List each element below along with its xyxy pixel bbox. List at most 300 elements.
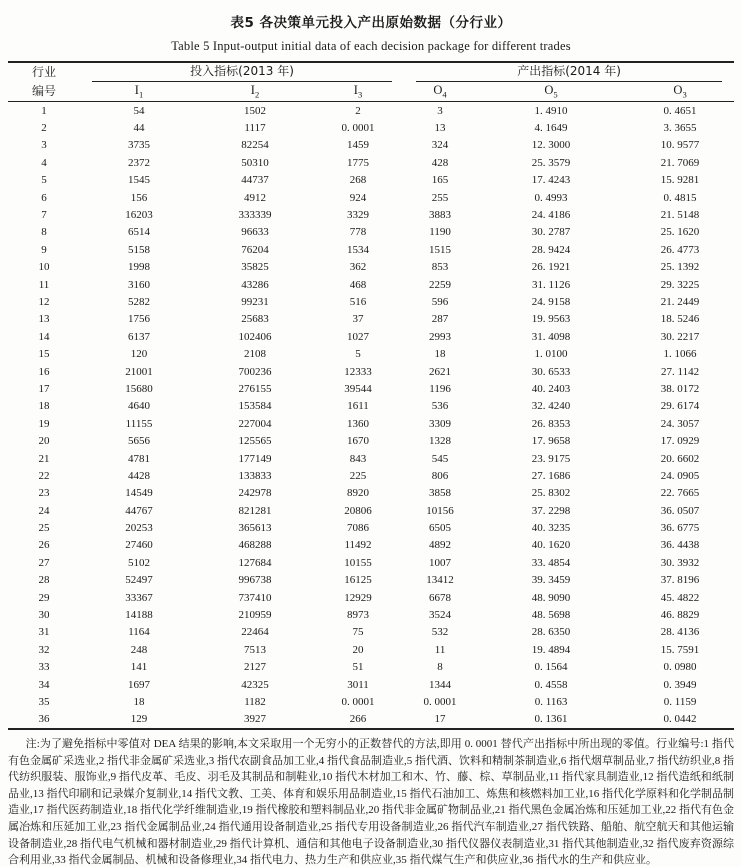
table-cell: 8973 — [347, 609, 370, 622]
table-cell: 25. 3579 — [531, 156, 571, 169]
table-cell: 0. 1361 — [534, 713, 568, 726]
table-cell: 1344 — [429, 678, 452, 691]
table-subheader-row — [8, 82, 734, 102]
table-cell: 1 — [8, 102, 80, 120]
table-cell: 36. 0507 — [660, 504, 700, 517]
column-header-o4-sub: 4 — [442, 89, 447, 100]
table-row — [8, 102, 734, 120]
table-cell: 37. 2298 — [531, 504, 571, 517]
table-cell: 36. 6775 — [660, 522, 700, 535]
table-cell: 333339 — [238, 209, 272, 222]
table-cell: 12. 3000 — [531, 139, 571, 152]
table-row — [8, 537, 734, 554]
table-cell: 0. 0442 — [663, 713, 697, 726]
table-cell: 3927 — [244, 713, 266, 726]
table-cell: 6505 — [429, 522, 452, 535]
table-row — [8, 345, 734, 362]
table-cell: 28. 6350 — [531, 626, 571, 639]
column-header-i1 — [80, 82, 198, 102]
table-cell: 0. 0001 — [341, 122, 375, 135]
table-cell: 26. 1921 — [531, 261, 571, 274]
table-cell: 3 — [41, 139, 47, 152]
table-row — [8, 259, 734, 276]
table-cell: 21001 — [125, 365, 153, 378]
table-header — [8, 62, 734, 102]
table-cell: 48. 9090 — [531, 591, 571, 604]
table-row — [8, 189, 734, 206]
table-cell: 28 — [38, 574, 50, 587]
column-header-i2-base: I — [250, 83, 255, 98]
table-cell: 0. 4815 — [663, 191, 697, 204]
table-cell: 3. 3655 — [663, 122, 697, 135]
table-row — [8, 624, 734, 641]
table-cell: 32 — [38, 643, 50, 656]
column-header-o4 — [404, 82, 476, 102]
table-cell: 532 — [431, 626, 449, 639]
table-cell: 40. 2403 — [531, 382, 571, 395]
table-cell: 44 — [133, 122, 145, 135]
table-cell: 1756 — [128, 313, 150, 326]
table-cell: 17. 4243 — [531, 174, 571, 187]
group-header-output-label: 产出指标(2014 年) — [416, 63, 722, 82]
table-cell: 22. 7665 — [660, 487, 700, 500]
column-header-o3-sub: 3 — [682, 89, 687, 100]
table-row — [8, 241, 734, 258]
table-cell: 248 — [130, 643, 148, 656]
table-cell: 27 — [38, 556, 50, 569]
column-header-i1-base: I — [134, 83, 139, 98]
table-cell: 10156 — [426, 504, 454, 517]
table-cell: 0. 1564 — [534, 661, 568, 674]
table-row — [8, 380, 734, 397]
table-cell: 177149 — [238, 452, 272, 465]
table-cell: 16125 — [344, 574, 372, 587]
table-cell: 120 — [130, 348, 148, 361]
table-cell: 4 — [41, 156, 47, 169]
table-row — [8, 589, 734, 606]
data-table — [8, 61, 734, 730]
table-cell: 11492 — [344, 539, 372, 552]
table-row — [8, 206, 734, 223]
table-cell: 362 — [349, 261, 367, 274]
table-cell: 10155 — [344, 556, 372, 569]
table-cell: 44767 — [125, 504, 153, 517]
table-cell: 17 — [434, 713, 446, 726]
table-cell: 15 — [38, 348, 50, 361]
table-cell: 1. 4910 — [476, 102, 626, 120]
table-cell: 102406 — [238, 330, 272, 343]
table-cell: 33. 4854 — [531, 556, 571, 569]
table-cell: 3011 — [347, 678, 369, 691]
table-row — [8, 119, 734, 136]
table-cell: 700236 — [238, 365, 272, 378]
table-cell: 21. 5148 — [660, 209, 700, 222]
table-cell: 14188 — [125, 609, 153, 622]
table-cell: 18. 5246 — [660, 313, 700, 326]
table-cell: 0. 0001 — [341, 695, 375, 708]
table-cell: 5158 — [128, 243, 150, 256]
table-cell: 843 — [349, 452, 367, 465]
table-cell: 20253 — [125, 522, 153, 535]
table-cell: 25 — [38, 522, 50, 535]
table-cell: 1515 — [429, 243, 452, 256]
table-cell: 2108 — [244, 348, 266, 361]
table-cell: 0. 4651 — [626, 102, 734, 120]
column-header-i1-sub: 1 — [138, 89, 144, 100]
table-row — [8, 659, 734, 676]
table-cell: 19. 4894 — [531, 643, 571, 656]
table-cell: 2372 — [128, 156, 150, 169]
industry-header-line1: 行业 — [31, 65, 56, 79]
table-cell: 516 — [349, 295, 367, 308]
table-cell: 27460 — [125, 539, 153, 552]
table-cell: 82254 — [241, 139, 269, 152]
table-cell: 75 — [352, 626, 364, 639]
table-cell: 6678 — [429, 591, 452, 604]
table-cell: 22 — [38, 469, 50, 482]
table-cell: 3524 — [429, 609, 452, 622]
table-cell: 13412 — [426, 574, 454, 587]
table-cell: 20806 — [344, 504, 372, 517]
table-cell: 227004 — [238, 417, 272, 430]
table-cell: 3329 — [347, 209, 370, 222]
table-cell: 20 — [38, 435, 50, 448]
table-cell: 51 — [352, 661, 364, 674]
table-cell: 14549 — [125, 487, 153, 500]
table-cell: 1117 — [244, 122, 266, 135]
table-cell: 43286 — [241, 278, 269, 291]
table-cell: 30. 6533 — [531, 365, 571, 378]
table-cell: 0. 1159 — [663, 695, 697, 708]
table-cell: 12929 — [344, 591, 372, 604]
table-row — [8, 554, 734, 571]
table-cell: 737410 — [238, 591, 272, 604]
table-cell: 806 — [431, 469, 449, 482]
table-cell: 276155 — [238, 382, 272, 395]
table-cell: 2127 — [244, 661, 266, 674]
table-row — [8, 711, 734, 729]
table-cell: 29. 3225 — [660, 278, 700, 291]
table-cell: 0. 4558 — [534, 678, 568, 691]
column-header-o5-base: O — [544, 83, 554, 98]
table-cell: 15680 — [125, 382, 153, 395]
table-cell: 20. 6602 — [660, 452, 700, 465]
table-cell: 27. 1142 — [661, 365, 700, 378]
table-title-en: Table 5 Input-output initial data of each decision package for different trades — [171, 39, 571, 53]
table-row — [8, 398, 734, 415]
table-body — [8, 102, 734, 730]
table-cell: 17 — [38, 382, 50, 395]
table-cell: 287 — [431, 313, 449, 326]
table-cell: 6 — [41, 191, 47, 204]
table-cell: 5 — [41, 174, 47, 187]
table-cell: 16 — [38, 365, 50, 378]
table-row — [8, 311, 734, 328]
table-cell: 12 — [38, 295, 50, 308]
table-cell: 30. 2217 — [660, 330, 700, 343]
table-cell: 1164 — [128, 626, 150, 639]
table-cell: 25683 — [241, 313, 269, 326]
table-cell: 1459 — [347, 139, 370, 152]
table-cell: 536 — [431, 400, 449, 413]
table-row — [8, 415, 734, 432]
table-row — [8, 224, 734, 241]
table-cell: 242978 — [238, 487, 272, 500]
table-cell: 210959 — [238, 609, 272, 622]
table-cell: 96633 — [241, 226, 269, 239]
table-cell: 22464 — [241, 626, 269, 639]
table-cell: 24. 4186 — [531, 209, 571, 222]
table-cell: 18 — [133, 695, 145, 708]
table-cell: 36 — [38, 713, 50, 726]
table-cell: 15. 9281 — [660, 174, 700, 187]
table-cell: 11 — [434, 643, 446, 656]
table-cell: 1182 — [244, 695, 266, 708]
table-row — [8, 293, 734, 310]
table-cell: 35825 — [241, 261, 269, 274]
table-footnote: 注:为了避免指标中零值对 DEA 结果的影响,本文采取用一个无穷小的正数替代的方法,即用 0. 0001 替代产出指标中所出现的零值。行业编号:1 指代有色金属矿采选业,2 指代非金属矿采选业,3 指代农副食品加工业,4 指代食品制造业,5 指代酒、饮料和精制茶制造业,6 指代烟草制品业,7 指代纺织业,8 指代纺织服装、服饰业,9 指代皮革、毛皮、羽毛及其制品和制鞋业,10 指代木材加工和木、竹、藤、棕、草制品业,11 指代家具制造业,12 指代造纸和纸制品业,13 指代印刷和记录媒介复制业,14 指代文教、工美、体育和娱乐用品制造业,15 指代石油加工、炼焦和核燃料加工业,16 指代化学原料和化学制品制造业,17 指代医药制造业,18 指代化学纤维制造业,19 指代橡胶和塑料制品业,20 指代非金属矿物制品业,21 指代黑色金属冶炼和压延加工业,22 指代有色金属冶炼和压延加工业,23 指代金属制品业,24 指代通用设备制造业,25 指代专用设备制造业,26 指代汽车制造业,27 指代铁路、船舶、航空航天和其他运输设备制造业,28 指代电气机械和器材制造业,29 指代计算机、通信和其他电子设备制造业,30 指代仪器仪表制造业,31 指代其他制造业,32 指代废弃资源综合利用业,33 指代金属制品、机械和设备修理业,34 指代电力、热力生产和供应业,35 指代煤气生产和供应业,36 指代水的生产和供应业。 — [8, 738, 734, 867]
table-cell: 31. 1126 — [531, 278, 571, 291]
table-cell: 8 — [437, 661, 443, 674]
table-cell: 268 — [349, 174, 367, 187]
table-cell: 8920 — [347, 487, 370, 500]
table-cell: 37. 8196 — [660, 574, 700, 587]
table-cell: 2993 — [429, 330, 452, 343]
table-cell: 50310 — [241, 156, 269, 169]
table-cell: 3883 — [429, 209, 452, 222]
table-cell: 1. 0100 — [534, 348, 568, 361]
table-cell: 25. 8302 — [531, 487, 571, 500]
table-cell: 1697 — [128, 678, 150, 691]
column-header-o3 — [626, 82, 734, 102]
table-cell: 1. 1066 — [663, 348, 697, 361]
table-cell: 1190 — [429, 226, 451, 239]
table-cell: 7513 — [244, 643, 266, 656]
table-cell: 6137 — [128, 330, 150, 343]
table-cell: 23 — [38, 487, 50, 500]
table-cell: 4. 1649 — [534, 122, 568, 135]
table-cell: 0. 0001 — [423, 695, 457, 708]
column-header-o4-base: O — [433, 83, 443, 98]
table-cell: 99231 — [241, 295, 269, 308]
table-cell: 1027 — [347, 330, 370, 343]
table-cell: 821281 — [238, 504, 272, 517]
table-cell: 127684 — [238, 556, 272, 569]
table-cell: 1328 — [429, 435, 452, 448]
table-row — [8, 485, 734, 502]
table-cell: 17. 9658 — [531, 435, 571, 448]
table-cell: 30. 2787 — [531, 226, 571, 239]
table-cell: 1502 — [198, 102, 312, 120]
table-row — [8, 502, 734, 519]
table-cell: 18 — [434, 348, 446, 361]
table-cell: 996738 — [238, 574, 272, 587]
table-cell: 36. 4438 — [660, 539, 700, 552]
table-cell: 44737 — [241, 174, 269, 187]
table-title-zh: 表5 各决策单元投入产出原始数据（分行业） — [230, 15, 512, 31]
table-cell: 1360 — [347, 417, 370, 430]
table-cell: 1007 — [429, 556, 452, 569]
column-header-i3 — [312, 82, 404, 102]
table-cell: 76204 — [241, 243, 269, 256]
table-row — [8, 641, 734, 658]
table-cell: 545 — [431, 452, 449, 465]
table-row — [8, 676, 734, 693]
table-cell: 2 — [41, 122, 47, 135]
table-cell: 28. 9424 — [531, 243, 571, 256]
table-cell: 4781 — [128, 452, 150, 465]
table-cell: 30 — [38, 609, 50, 622]
table-row — [8, 154, 734, 171]
table-cell: 3160 — [128, 278, 150, 291]
table-cell: 23. 9175 — [531, 452, 571, 465]
table-cell: 13 — [38, 313, 50, 326]
table-cell: 365613 — [238, 522, 272, 535]
table-cell: 21 — [38, 452, 50, 465]
table-cell: 853 — [431, 261, 449, 274]
column-header-industry-no — [8, 62, 80, 102]
table-cell: 24. 9158 — [531, 295, 571, 308]
table-cell: 39544 — [344, 382, 372, 395]
table-cell: 34 — [38, 678, 50, 691]
table-cell: 21. 2449 — [660, 295, 700, 308]
table-cell: 24. 0905 — [660, 469, 700, 482]
table-cell: 25. 1620 — [660, 226, 700, 239]
table-cell: 13 — [434, 122, 446, 135]
table-cell: 29. 6174 — [660, 400, 700, 413]
table-cell: 0. 3949 — [663, 678, 697, 691]
table-cell: 6514 — [128, 226, 150, 239]
table-cell: 15. 7591 — [660, 643, 700, 656]
table-cell: 9 — [41, 243, 47, 256]
table-cell: 153584 — [238, 400, 272, 413]
group-header-input-label: 投入指标(2013 年) — [92, 63, 392, 82]
table-cell: 29 — [38, 591, 50, 604]
table-cell: 45. 4822 — [660, 591, 700, 604]
table-cell: 26. 8353 — [531, 417, 571, 430]
table-row — [8, 519, 734, 536]
column-header-o5 — [476, 82, 626, 102]
table-cell: 1196 — [429, 382, 451, 395]
group-header-output — [404, 62, 734, 82]
table-cell: 3858 — [429, 487, 452, 500]
table-cell: 31 — [38, 626, 50, 639]
table-cell: 19. 9563 — [531, 313, 571, 326]
table-row — [8, 467, 734, 484]
table-cell: 40. 1620 — [531, 539, 571, 552]
table-cell: 0. 0980 — [663, 661, 697, 674]
table-cell: 42325 — [241, 678, 269, 691]
table-cell: 2 — [312, 102, 404, 120]
table-row — [8, 137, 734, 154]
table-cell: 52497 — [125, 574, 153, 587]
column-header-o5-sub: 5 — [553, 89, 558, 100]
table-row — [8, 276, 734, 293]
table-cell: 125565 — [238, 435, 272, 448]
table-cell: 165 — [431, 174, 449, 187]
industry-header-line2: 编号 — [31, 84, 56, 98]
table-cell: 26 — [38, 539, 50, 552]
table-row — [8, 172, 734, 189]
table-cell: 324 — [431, 139, 449, 152]
table-cell: 37 — [352, 313, 364, 326]
column-header-o3-base: O — [673, 83, 683, 98]
table-cell: 25. 1392 — [660, 261, 700, 274]
table-row — [8, 432, 734, 449]
table-cell: 1545 — [128, 174, 150, 187]
table-cell: 7086 — [347, 522, 370, 535]
table-cell: 10. 9577 — [660, 139, 700, 152]
table-cell: 27. 1686 — [531, 469, 571, 482]
table-cell: 8 — [41, 226, 47, 239]
table-cell: 4892 — [429, 539, 452, 552]
table-cell: 16203 — [125, 209, 153, 222]
table-cell: 24 — [38, 504, 50, 517]
table-cell: 141 — [130, 661, 148, 674]
table-cell: 266 — [349, 713, 367, 726]
table-cell: 32. 4240 — [531, 400, 571, 413]
table-cell: 1670 — [347, 435, 370, 448]
table-cell: 14 — [38, 330, 50, 343]
table-cell: 17. 0929 — [660, 435, 700, 448]
table-cell: 35 — [38, 695, 50, 708]
table-cell: 156 — [130, 191, 148, 204]
table-cell: 0. 1163 — [534, 695, 568, 708]
table-cell: 12333 — [344, 365, 372, 378]
table-cell: 428 — [431, 156, 449, 169]
table-cell: 129 — [130, 713, 148, 726]
table-row — [8, 363, 734, 380]
table-cell: 28. 4136 — [660, 626, 700, 639]
table-cell: 4640 — [128, 400, 150, 413]
table-cell: 10 — [38, 261, 50, 274]
group-header-input — [80, 62, 404, 82]
column-header-i2-sub: 2 — [254, 89, 260, 100]
table-cell: 11 — [38, 278, 50, 291]
table-cell: 778 — [349, 226, 367, 239]
table-cell: 468288 — [238, 539, 272, 552]
table-cell: 31. 4098 — [531, 330, 571, 343]
table-cell: 18 — [38, 400, 50, 413]
table-cell: 46. 8829 — [660, 609, 700, 622]
table-row — [8, 450, 734, 467]
table-cell: 0. 4993 — [534, 191, 568, 204]
table-cell: 5282 — [128, 295, 150, 308]
table-cell: 48. 5698 — [531, 609, 571, 622]
table-cell: 40. 3235 — [531, 522, 571, 535]
table-cell: 1534 — [347, 243, 370, 256]
table-cell: 21. 7069 — [660, 156, 700, 169]
table-row — [8, 693, 734, 710]
table-row — [8, 572, 734, 589]
table-cell: 255 — [431, 191, 449, 204]
table-cell: 11155 — [125, 417, 153, 430]
table-cell: 468 — [349, 278, 367, 291]
table-cell: 225 — [349, 469, 367, 482]
table-cell: 1998 — [128, 261, 150, 274]
table-cell: 54 — [80, 102, 198, 120]
table-cell: 3 — [404, 102, 476, 120]
table-row — [8, 606, 734, 623]
table-cell: 3735 — [128, 139, 150, 152]
table-cell: 19 — [38, 417, 50, 430]
table-cell: 2621 — [429, 365, 452, 378]
table-cell: 3309 — [429, 417, 452, 430]
table-cell: 33 — [38, 661, 50, 674]
table-cell: 33367 — [125, 591, 153, 604]
table-cell: 38. 0172 — [660, 382, 700, 395]
table-cell: 1775 — [347, 156, 370, 169]
